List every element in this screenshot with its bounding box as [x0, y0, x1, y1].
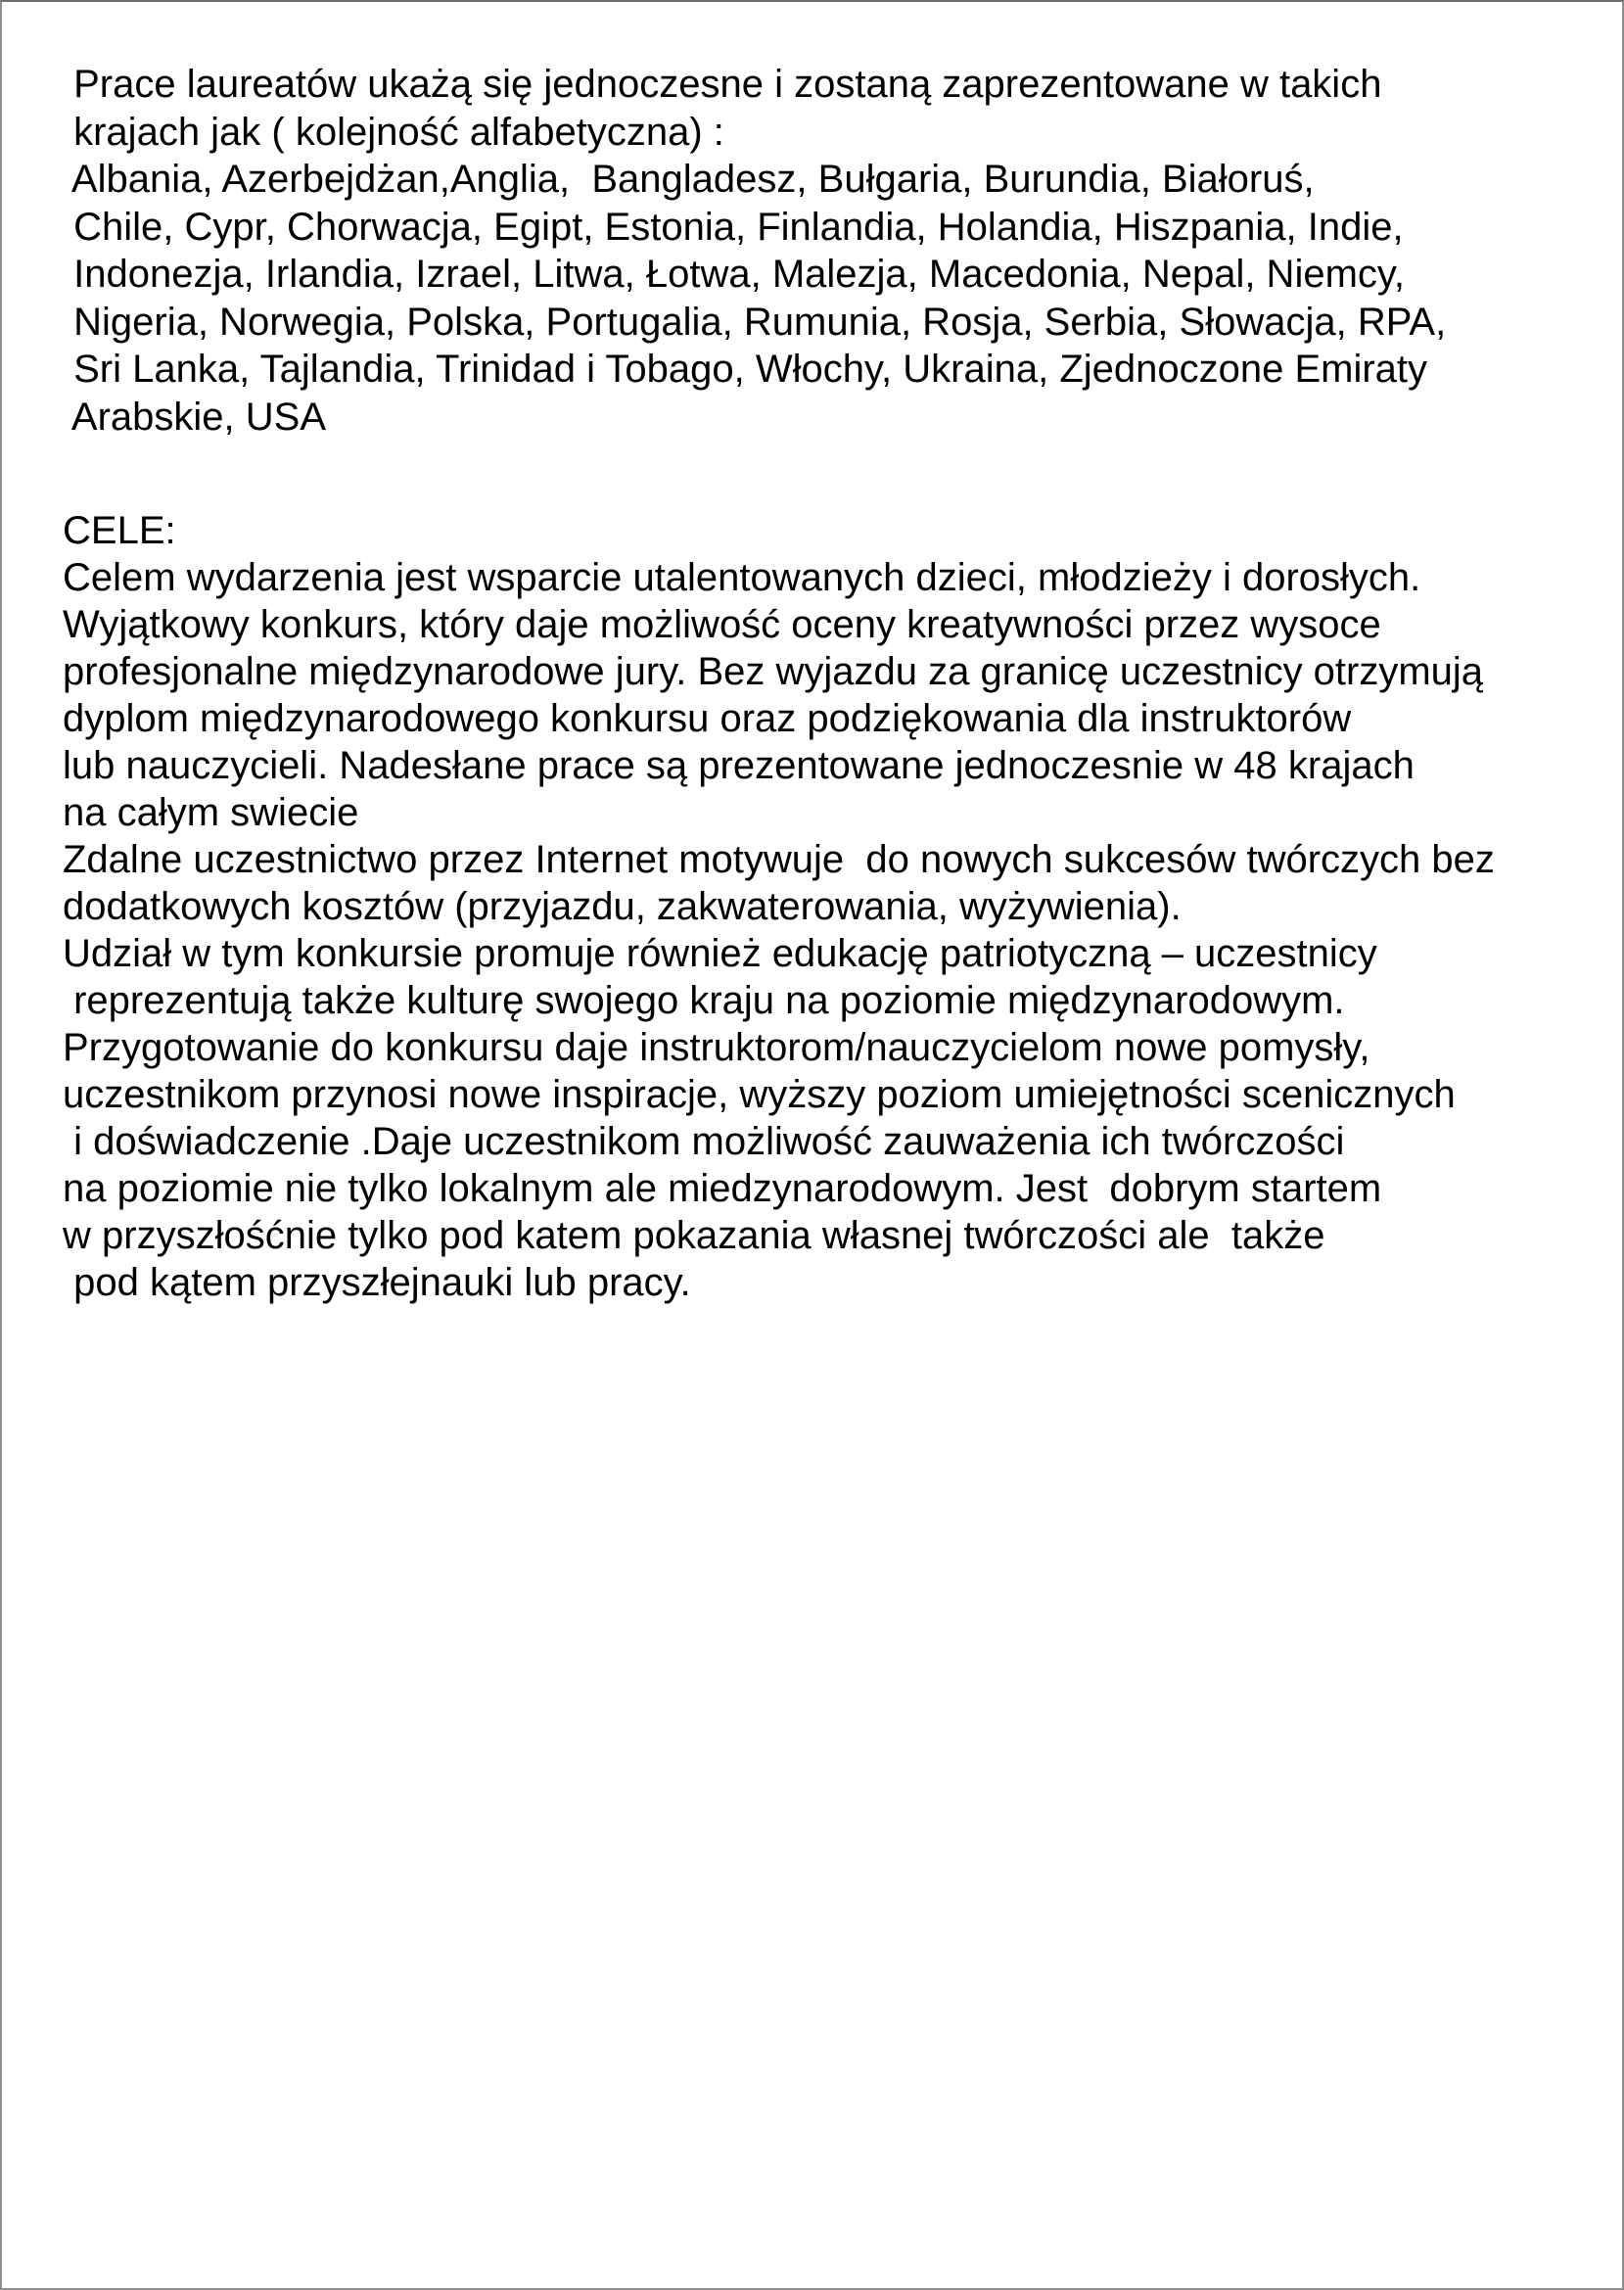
text-line: Udział w tym konkursie promuje również edukację patriotyczną – uczestnicy: [63, 932, 1377, 975]
text-line: na całym swiecie: [63, 791, 359, 834]
text-line: dyplom międzynarodowego konkursu oraz podziękowania dla instruktorów: [63, 697, 1352, 740]
text-line: dodatkowych kosztów (przyjazdu, zakwaterowania, wyżywienia).: [63, 885, 1182, 928]
text-line: w przyszłośćnie tylko pod katem pokazania własnej twórczości ale także: [63, 1214, 1325, 1257]
text-line: Przygotowanie do konkursu daje instruktorom/nauczycielom nowe pomysły,: [63, 1026, 1370, 1069]
text-line: Zdalne uczestnictwo przez Internet motywuje do nowych sukcesów twórczych bez: [63, 838, 1495, 881]
text-line: Sri Lanka, Tajlandia, Trinidad i Tobago, Włochy, Ukraina, Zjednoczone Emiraty: [63, 348, 1428, 391]
text-line: Indonezja, Irlandia, Izrael, Litwa, Łotwa, Malezja, Macedonia, Nepal, Niemcy,: [63, 253, 1406, 296]
text-line: reprezentują także kulturę swojego kraju na poziomie międzynarodowym.: [63, 979, 1345, 1022]
document-text-area: [63, 61, 1612, 1306]
text-line: Prace laureatów ukażą się jednoczesne i zostaną zaprezentowane w takich: [63, 63, 1382, 106]
paragraph-goals: [63, 507, 1612, 1306]
text-line: Nigeria, Norwegia, Polska, Portugalia, Rumunia, Rosja, Serbia, Słowacja, RPA,: [63, 300, 1447, 344]
text-line: Arabskie, USA: [63, 395, 327, 439]
text-line: CELE:: [63, 509, 176, 552]
paragraph-countries-list: [63, 61, 1612, 441]
text-line: na poziomie nie tylko lokalnym ale miedzynarodowym. Jest dobrym startem: [63, 1167, 1382, 1210]
text-line: pod kątem przyszłejnauki lub pracy.: [63, 1261, 691, 1304]
text-line: Chile, Cypr, Chorwacja, Egipt, Estonia, Finlandia, Holandia, Hiszpania, Indie,: [63, 205, 1404, 249]
text-line: Celem wydarzenia jest wsparcie utalentowanych dzieci, młodzieży i dorosłych.: [63, 556, 1421, 599]
text-line: Wyjątkowy konkurs, który daje możliwość oceny kreatywności przez wysoce: [63, 603, 1381, 646]
text-line: krajach jak ( kolejność alfabetyczna) :: [63, 110, 724, 154]
text-line: i doświadczenie .Daje uczestnikom możliwość zauważenia ich twórczości: [63, 1120, 1345, 1163]
text-line: uczestnikom przynosi nowe inspiracje, wyższy poziom umiejętności scenicznych: [63, 1073, 1456, 1116]
text-line: lub nauczycieli. Nadesłane prace są prezentowane jednoczesnie w 48 krajach: [63, 744, 1415, 787]
text-line: Albania, Azerbejdżan,Anglia, Bangladesz, Bułgaria, Burundia, Białoruś,: [63, 158, 1315, 201]
text-line: profesjonalne międzynarodowe jury. Bez wyjazdu za granicę uczestnicy otrzymują: [63, 650, 1484, 693]
